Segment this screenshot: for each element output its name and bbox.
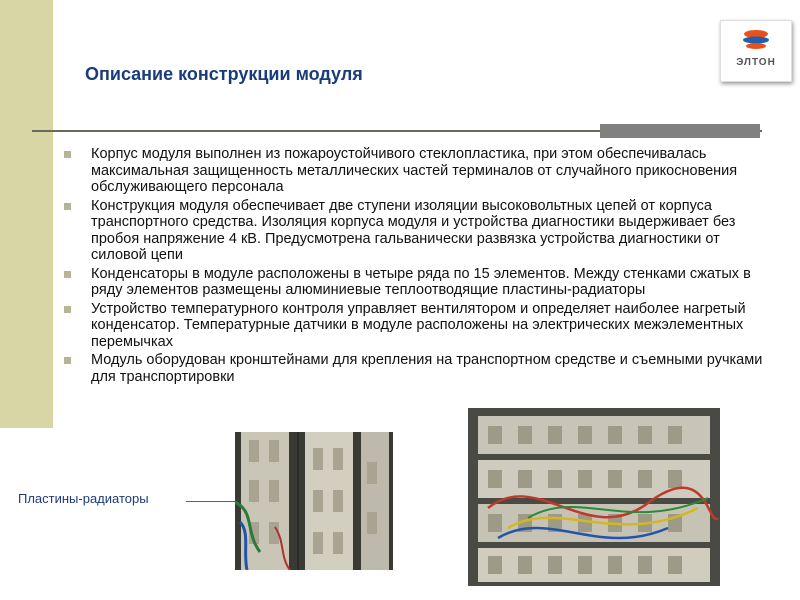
bullet-list (64, 146, 776, 387)
bullet-text: Модуль оборудован кронштейнами для крепления на транспортном средстве и съемными ручками для транспортировки (91, 352, 763, 385)
title-divider-block (600, 124, 760, 138)
elton-logo-icon (742, 25, 770, 53)
square-bullet-icon (64, 203, 71, 210)
slide-title: Описание конструкции модуля (85, 64, 363, 84)
capacitor-module-photo (468, 408, 720, 586)
bullet-item (64, 198, 776, 264)
decorative-side-bar (0, 0, 53, 428)
bullet-text: Корпус модуля выполнен из пожароустойчивого стеклопластика, при этом обеспечивалась максимальная защищенность металлических частей терминалов от случайного прикосновения обслуживающего персонала (91, 146, 738, 195)
logo-text: ЭЛТОН (736, 57, 776, 68)
company-logo (720, 20, 792, 82)
photo-caption: Пластины-радиаторы (18, 491, 149, 506)
bullet-text: Конденсаторы в модуле расположены в четыре ряда по 15 элементов. Между стенками сжатых в ряду элементов размещены алюминиевые теплоотводящие пластины-радиаторы (91, 265, 751, 298)
square-bullet-icon (64, 357, 71, 364)
bullet-item (64, 266, 776, 299)
square-bullet-icon (64, 306, 71, 313)
bullet-text: Конструкция модуля обеспечивает две ступени изоляции высоковольтных цепей от корпуса транспортного средства. Изоляция корпуса модуля и устройства диагностики выдерживает без пробоя напряжение 4 кВ. Предусмотрена гальванически развязка устройства диагностики от силовой цепи (91, 197, 736, 263)
square-bullet-icon (64, 151, 71, 158)
radiator-plates-photo (235, 432, 393, 570)
square-bullet-icon (64, 271, 71, 278)
bullet-item (64, 352, 776, 385)
bullet-text: Устройство температурного контроля управляет вентилятором и определяет наиболее нагретый конденсатор. Температурные датчики в модуле расположены на электрических межэлементных перемычках (91, 300, 746, 350)
bullet-item (64, 146, 776, 196)
bullet-item (64, 301, 776, 351)
